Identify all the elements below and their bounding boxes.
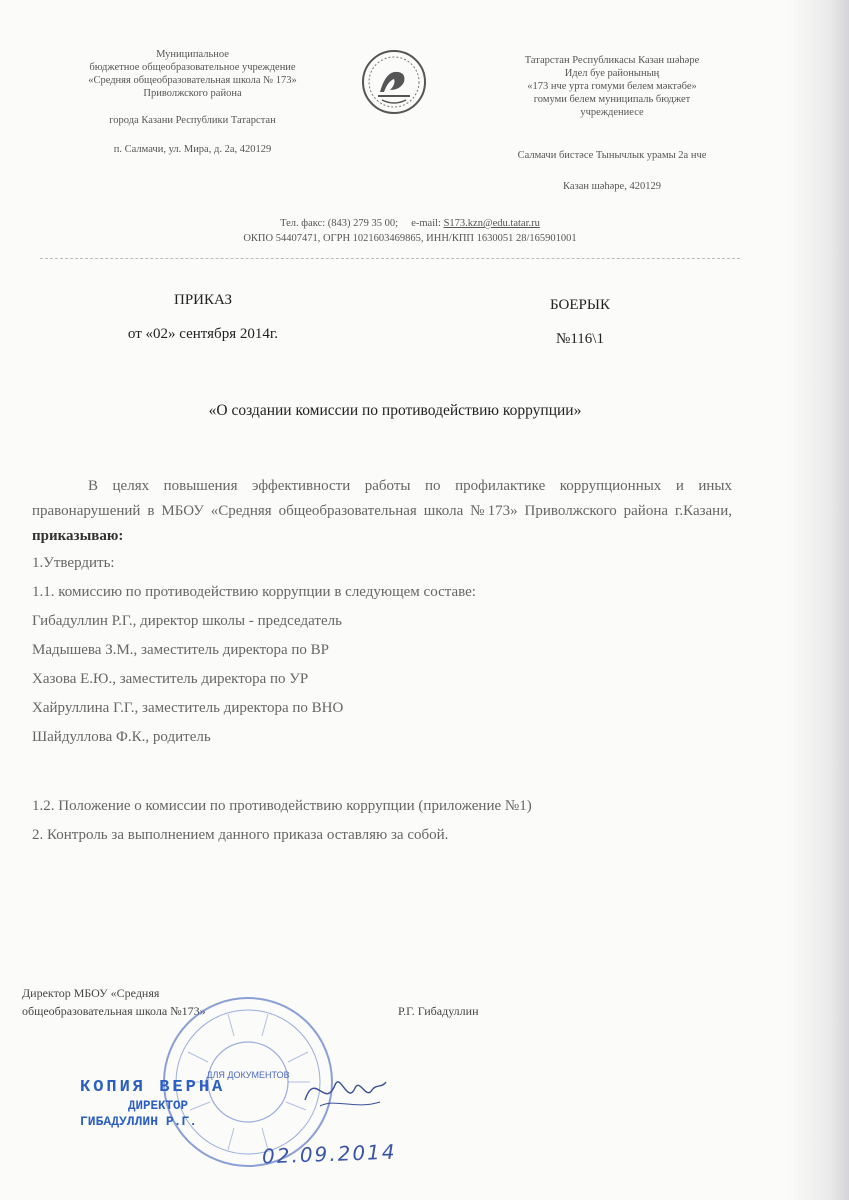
header-right-line: Татарстан Республикасы Казан шәһәре xyxy=(524,55,700,66)
header-right-line: «173 нче урта гомуми белем мәктәбе» xyxy=(527,81,697,92)
contact-email-label: e-mail: xyxy=(411,218,441,229)
item-1: 1.Утвердить: xyxy=(32,555,115,571)
commission-member: Гибадуллин Р.Г., директор школы - председатель xyxy=(32,613,342,629)
header-right-line: гомуми белем муниципаль бюджет xyxy=(533,94,691,105)
order-subject: «О создании комиссии по противодействию коррупции» xyxy=(208,402,582,419)
copy-certified-stamp xyxy=(80,1078,300,1129)
header-contacts xyxy=(150,216,670,246)
copy-stamp-line2: ДИРЕКТОР xyxy=(128,1099,189,1113)
order-date: от «02» сентября 2014г. xyxy=(127,326,279,342)
copy-stamp-line1: КОПИЯ ВЕРНА xyxy=(80,1078,226,1097)
seal-center-text: ДЛЯ ДОКУМЕНТОВ xyxy=(206,1070,290,1080)
header-left-line: «Средняя общеобразовательная школа № 173» xyxy=(88,75,297,86)
header-right-line: учреждениесе xyxy=(580,107,644,118)
order-word-line xyxy=(32,524,732,549)
header-left-org xyxy=(50,48,335,156)
header-left-city: города Казани Республики Татарстан xyxy=(109,115,276,126)
scan-edge-shadow xyxy=(789,0,849,1200)
order-title-block-tt xyxy=(510,288,650,356)
contact-phone: Тел. факс: (843) 279 35 00; xyxy=(280,218,399,229)
order-body xyxy=(32,474,732,850)
spacer xyxy=(32,752,732,792)
order-title-ru: ПРИКАЗ xyxy=(174,292,232,308)
order-title-block-ru xyxy=(88,283,318,351)
signature-role-line: общеобразовательная школа №173» xyxy=(22,1004,206,1018)
header-right-address: Салмачи бистәсе Тынычлык урамы 2а нче xyxy=(517,150,707,161)
contact-codes: ОКПО 54407471, ОГРН 1021603469865, ИНН/КПП 1630051 28/165901001 xyxy=(243,233,577,244)
header-left-address: п. Салмачи, ул. Мира, д. 2а, 420129 xyxy=(113,144,272,155)
item-2: 2. Контроль за выполнением данного приказа оставляю за собой. xyxy=(32,827,449,843)
handwritten-date: 02.09.2014 xyxy=(261,1139,397,1169)
commission-member: Хайруллина Г.Г., заместитель директора по ВНО xyxy=(32,700,344,716)
contact-email-link[interactable]: S173.kzn@edu.tatar.ru xyxy=(443,218,540,229)
commission-member: Хазова Е.Ю., заместитель директора по УР xyxy=(32,671,309,687)
handwritten-signature-icon xyxy=(300,1060,390,1120)
order-title-tt: БОЕРЫК xyxy=(550,297,610,313)
item-1-1: 1.1. комиссию по противодействию коррупции в следующем составе: xyxy=(32,584,476,600)
header-right-line: Идел буе районының xyxy=(564,68,660,79)
header-right-org xyxy=(472,54,752,193)
header-divider xyxy=(40,258,740,259)
commission-member: Мадышева З.М., заместитель директора по ВР xyxy=(32,642,329,658)
intro-paragraph: В целях повышения эффективности работы по профилактике коррупционных и иных правонарушений в МБОУ «Средняя общеобразовательная школа №173» Приволжского района г.Казани, xyxy=(32,478,732,519)
order-word: приказываю: xyxy=(32,528,124,544)
header-left-line: Муниципальное xyxy=(156,49,229,60)
commission-member: Шайдуллова Ф.К., родитель xyxy=(32,729,211,745)
copy-stamp-line3: ГИБАДУЛЛИН Р.Г. xyxy=(80,1114,198,1129)
signature-name: Р.Г. Гибадуллин xyxy=(398,1004,479,1018)
tatarstan-emblem-icon xyxy=(360,48,428,116)
header-right-city: Казан шәһәре, 420129 xyxy=(563,181,661,192)
order-number: №116\1 xyxy=(556,331,604,347)
item-1-2: 1.2. Положение о комиссии по противодействию коррупции (приложение №1) xyxy=(32,798,532,814)
header-left-line: бюджетное общеобразовательное учреждение xyxy=(89,62,296,73)
header-left-line: Приволжского района xyxy=(143,88,242,99)
signature-role-line: Директор МБОУ «Средняя xyxy=(22,986,160,1000)
